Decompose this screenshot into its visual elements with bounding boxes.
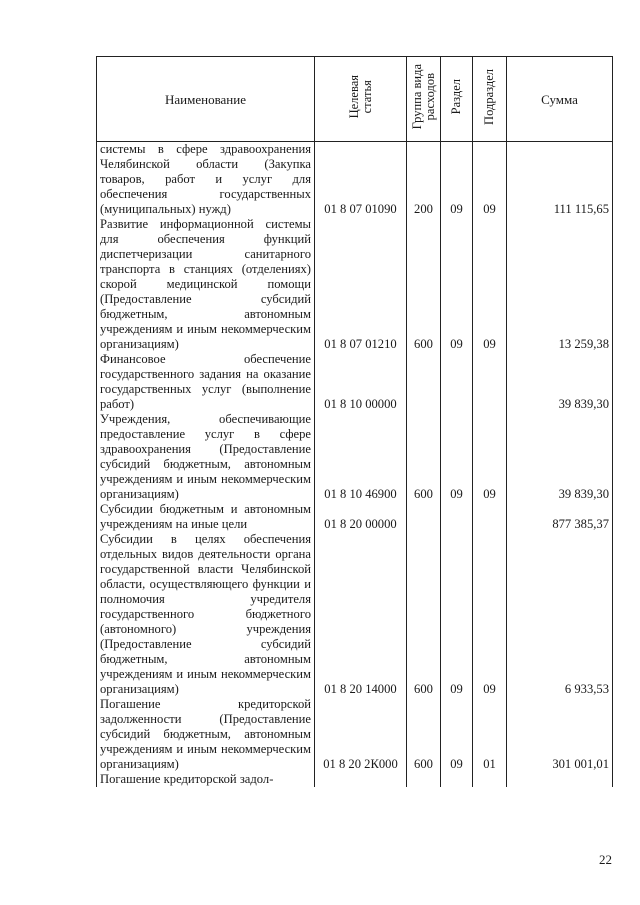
- row-sum: 39 839,30: [507, 352, 613, 412]
- row-group: [407, 502, 441, 532]
- row-section: [441, 502, 473, 532]
- header-sum: Сумма: [507, 57, 613, 142]
- table-row: [97, 532, 613, 697]
- row-section: 09: [441, 532, 473, 697]
- row-group: [407, 352, 441, 412]
- row-subsection: 09: [473, 412, 507, 502]
- header-target-article-cell: [315, 57, 407, 142]
- header-target-article: Целевая статья: [346, 75, 374, 119]
- row-name: Субсидии бюджетным и автономным учреждениям на иные цели: [97, 502, 315, 532]
- row-section: 09: [441, 142, 473, 218]
- row-sum: [507, 772, 613, 787]
- row-code: 01 8 20 2К000: [315, 697, 407, 772]
- table-row: [97, 697, 613, 772]
- row-section: [441, 352, 473, 412]
- header-name: Наименование: [97, 57, 315, 142]
- row-section: 09: [441, 697, 473, 772]
- row-code: 01 8 10 00000: [315, 352, 407, 412]
- table-row: [97, 502, 613, 532]
- table-row: [97, 352, 613, 412]
- row-section: 09: [441, 217, 473, 352]
- row-section: [441, 772, 473, 787]
- header-section: Раздел: [449, 79, 463, 115]
- row-group: 600: [407, 412, 441, 502]
- row-name: Субсидии в целях обеспечения отдельных видов деятельности органа государственной власти Челябинской области, осуществляющего функции и полномочия учредителя государственного бюджетного (автономного) учреждения (Предоставление субсидий бюджетным, автономным учреждениям и иным некоммерческим организациям): [97, 532, 315, 697]
- header-expense-group-cell: [407, 57, 441, 142]
- row-code: 01 8 07 01210: [315, 217, 407, 352]
- row-subsection: 09: [473, 532, 507, 697]
- row-name: Развитие информационной системы для обеспечения функций диспетчеризации санитарного транспорта в станциях (отделениях) скорой медицинской помощи (Предоставление субсидий бюджетным, автономным учреждениям и иным некоммерческим организациям): [97, 217, 315, 352]
- row-subsection: 01: [473, 697, 507, 772]
- row-code: 01 8 20 14000: [315, 532, 407, 697]
- budget-table: [96, 56, 613, 787]
- header-subsection: Подраздел: [482, 69, 496, 125]
- row-group: 600: [407, 532, 441, 697]
- row-code: [315, 772, 407, 787]
- row-sum: 13 259,38: [507, 217, 613, 352]
- row-name: Погашение кредиторской задол-: [97, 772, 315, 787]
- row-code: 01 8 10 46900: [315, 412, 407, 502]
- row-sum: 877 385,37: [507, 502, 613, 532]
- row-name: системы в сфере здравоохранения Челябинской области (Закупка товаров, работ и услуг для обеспечения государственных (муниципальных) нужд): [97, 142, 315, 218]
- header-subsection-cell: [473, 57, 507, 142]
- table-header-row: [97, 57, 613, 142]
- row-group: 600: [407, 217, 441, 352]
- row-name: Учреждения, обеспечивающие предоставление услуг в сфере здравоохранения (Предоставление субсидий бюджетным, автономным учреждениям и иным некоммерческим организациям): [97, 412, 315, 502]
- row-subsection: 09: [473, 142, 507, 218]
- row-code: 01 8 07 01090: [315, 142, 407, 218]
- row-sum: 111 115,65: [507, 142, 613, 218]
- table-row: [97, 142, 613, 218]
- row-group: [407, 772, 441, 787]
- header-section-cell: [441, 57, 473, 142]
- table-row: [97, 412, 613, 502]
- row-subsection: [473, 352, 507, 412]
- row-code: 01 8 20 00000: [315, 502, 407, 532]
- header-expense-group: Группа вида расходов: [409, 64, 437, 130]
- page-number: 22: [599, 852, 612, 867]
- row-sum: 39 839,30: [507, 412, 613, 502]
- table-row: [97, 217, 613, 352]
- row-subsection: [473, 502, 507, 532]
- row-section: 09: [441, 412, 473, 502]
- row-sum: 301 001,01: [507, 697, 613, 772]
- row-subsection: 09: [473, 217, 507, 352]
- row-name: Финансовое обеспечение государственного задания на оказание государственных услуг (выполнение работ): [97, 352, 315, 412]
- row-sum: 6 933,53: [507, 532, 613, 697]
- row-group: 600: [407, 697, 441, 772]
- row-group: 200: [407, 142, 441, 218]
- row-subsection: [473, 772, 507, 787]
- row-name: Погашение кредиторской задолженности (Предоставление субсидий бюджетным, автономным учреждениям и иным некоммерческим организациям): [97, 697, 315, 772]
- table-row: [97, 772, 613, 787]
